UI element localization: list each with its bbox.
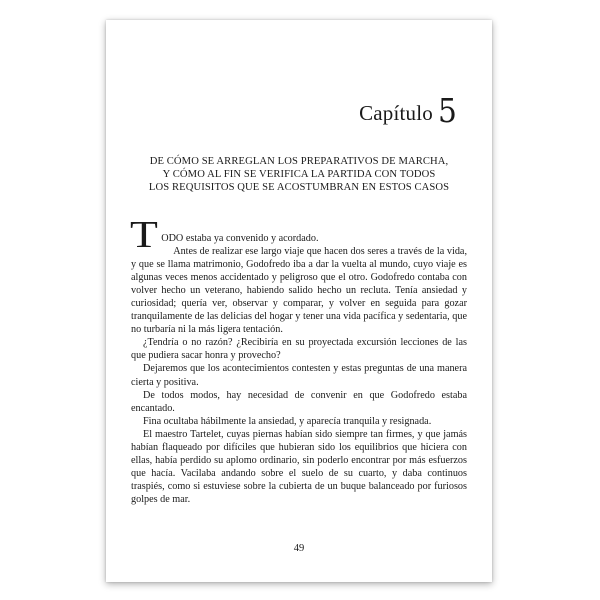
chapter-number: 5: [438, 91, 457, 130]
paragraph: ¿Tendría o no razón? ¿Recibiría en su proyectada excursión lecciones de las que pudiera sacar honra y provecho?: [131, 337, 467, 362]
paragraph-opening: [130, 214, 467, 256]
paragraph: El maestro Tartelet, cuyas piernas habían sido siempre tan firmes, y que jamás habían flaqueado por difíciles que hubieran sido los equilibrios que hiciera con ellas, había perdido su aplomo ordinario, sin poderlo encontrar por más esfuerzos que hacía. Vacilaba andando sobre el suelo de su cuarto, y daba continuos traspiés, como si estuviese sobre la cubierta de un buque balanceado por furiosos golpes de mar.: [131, 428, 467, 505]
chapter-title-line: LOS REQUISITOS QUE SE ACOSTUMBRAN EN ESTOS CASOS: [148, 182, 450, 194]
chapter-title-line: Y CÓMO AL FIN SE VERIFICA LA PARTIDA CON TODOS: [162, 169, 436, 181]
page-number: 49: [293, 543, 305, 554]
chapter-title: [124, 155, 474, 195]
paragraph: Dejaremos que los acontecimientos contesten y estas preguntas de una manera cierta y positiva.: [131, 363, 467, 388]
paragraph: Fina ocultaba hábilmente la ansiedad, y aparecía tranquila y resignada.: [143, 415, 432, 427]
body-text: [130, 214, 467, 506]
chapter-heading: [359, 91, 459, 130]
chapter-title-line: DE CÓMO SE ARREGLAN LOS PREPARATIVOS DE MARCHA,: [149, 156, 449, 167]
chapter-label: Capítulo: [359, 100, 433, 125]
drop-cap: T: [130, 214, 158, 256]
paragraph: Antes de realizar ese largo viaje que hacen dos seres a través de la vida, y que se llama matrimonio, Godofredo iba a dar la vuelta al mundo, cuyo viaje es algunas veces menos accidentado y peligroso que el otro. Godofredo contaba con volver hecho un veterano, habiendo salido hecho un recluta. Tenía ansiedad y curiosidad; quería ver, observar y comparar, y volver en seguida para gozar tranquilamente de las delicias del hogar y tener una vida pacífica y sedentaria, que no turbaría ni la más ligera tentación.: [131, 246, 467, 336]
book-page: [106, 20, 492, 582]
opening-text: ODO estaba ya convenido y acordado.: [161, 233, 319, 244]
paragraph: De todos modos, hay necesidad de convenir en que Godofredo estaba encantado.: [131, 389, 467, 414]
